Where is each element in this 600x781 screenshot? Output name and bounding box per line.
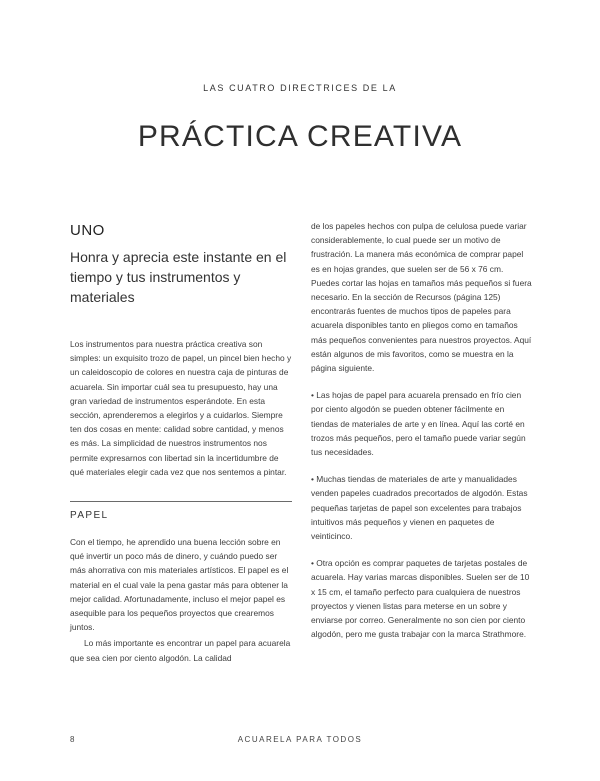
section-divider: [70, 501, 292, 502]
bullet-item: • Muchas tiendas de materiales de arte y manualidades venden papeles cuadrados precortados de algodón. Estas pequeñas tarjetas de papel son excelentes para trabajos intuitivos más pequeños y vienen en paquetes de veinticinco.: [311, 474, 528, 542]
page-title: PRÁCTICA CREATIVA: [137, 120, 463, 154]
subsection-heading-papel: PAPEL: [70, 510, 109, 522]
bullet-item: • Las hojas de papel para acuarela prensado en frío cien por ciento algodón se pueden obtener fácilmente en tiendas de materiales de arte y en línea. Aquí las corté en trozos más pequeños, pero el tamaño puede variar según tus necesidades.: [311, 390, 526, 458]
papel-paragraph-2: Lo más importante es encontrar un papel para acuarela que sea cien por ciento algodón. La calidad: [70, 638, 291, 663]
papel-paragraph-1: Con el tiempo, he aprendido una buena lección sobre en qué invertir un poco más de dinero, y cuándo puedo ser más ahorrativa con mis materiales artísticos. El papel es el material en el cual vale la pena gastar más para obtener la mejor calidad. Afortunadamente, incluso el mejor papel es asequible para los pequeños proyectos que crearemos juntos.: [70, 537, 289, 633]
section-heading: UNO: [70, 222, 105, 239]
section-subtitle: Honra y aprecia este instante en el tiempo y tus instrumentos y materiales: [70, 249, 287, 305]
intro-paragraph: Los instrumentos para nuestra práctica creativa son simples: un exquisito trozo de papel, un pincel bien hecho y un caleidoscopio de colores en nuestra caja de pinturas de acuarela. Sin importar cuál sea tu presupuesto, hay una gran variedad de instrumentos esperándote. En esta sección, aprenderemos a elegirlos y a cuidarlos. Siempre ten dos cosas en mente: calidad sobre cantidad, y menos es más. La simplicidad de nuestros instrumentos nos permite expresarnos con libertad sin la incertidumbre de qué materiales elegir cada vez que nos sentemos a pintar.: [70, 339, 292, 477]
right-column: [311, 219, 533, 641]
left-column: [70, 222, 292, 665]
page-number: 8: [70, 735, 75, 744]
running-footer-title: ACUARELA PARA TODOS: [237, 735, 363, 744]
chapter-kicker: LAS CUATRO DIRECTRICES DE LA: [203, 83, 397, 93]
continued-paragraph: de los papeles hechos con pulpa de celulosa puede variar considerablemente, lo cual puede ser un motivo de frustración. La manera más económica de comprar papel es en hojas grandes, que suelen ser de 56 x 76 cm. Puedes cortar las hojas en tamaños más pequeños si fuera necesario. En la sección de Recursos (página 125) encontrarás fuentes de muchos tipos de papeles para acuarela disponibles tanto en pliegos como en tamaños más pequeños convenientes para nuestros proyectos. Aquí están algunos de mis favoritos, como se muestra en la página siguiente.: [311, 221, 532, 374]
bullet-item: • Otra opción es comprar paquetes de tarjetas postales de acuarela. Hay varias marcas disponibles. Suelen ser de 10 x 15 cm, el tamaño perfecto para cualquiera de nuestros proyectos y vienen listas para meterse en un sobre y enviarse por correo. Generalmente no son cien por ciento algodón, pero me gusta trabajar con la marca Strathmore.: [311, 558, 530, 640]
